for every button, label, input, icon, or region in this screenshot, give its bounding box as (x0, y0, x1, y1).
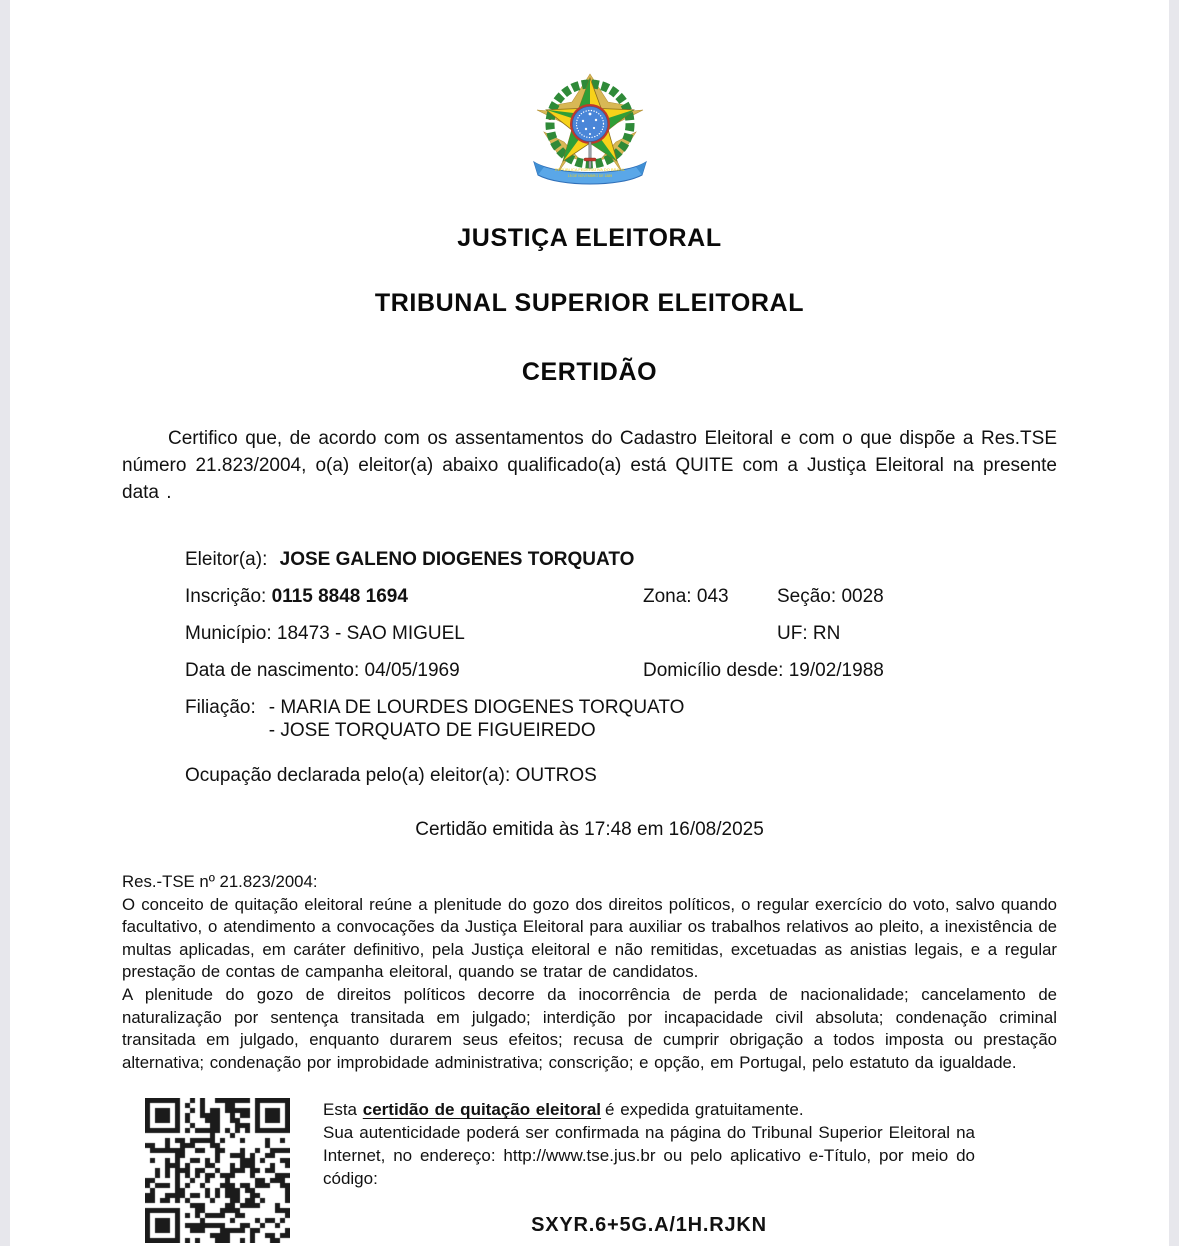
gratis-bold-underline: certidão de quitação eleitoral (362, 1100, 602, 1120)
domicilio-field (643, 659, 884, 682)
verification-code: SXYR.6+5G.A/1H.RJKN (531, 1214, 767, 1237)
gratis-suffix: é expedida gratuitamente. (605, 1100, 804, 1120)
secao-value: 0028 (841, 586, 884, 607)
eleitor-label: Eleitor(a): (185, 549, 268, 570)
resolution-title: Res.-TSE nº 21.823/2004: (122, 872, 318, 891)
svg-text:15 DE NOVEMBRO DE 1889: 15 DE NOVEMBRO DE 1889 (567, 174, 612, 178)
zona-value: 043 (696, 586, 729, 607)
filiacao-name-2: - JOSE TORQUATO DE FIGUEIREDO (268, 720, 596, 741)
secao-label: Seção: (777, 586, 837, 607)
nascimento-value: 04/05/1969 (364, 660, 460, 681)
certification-paragraph: Certifico que, de acordo com os assentamentos do Cadastro Eleitoral e com o que dispõe a Res.TSE número 21.823/2004, o(a) eleitor(a) abaixo qualificado(a) está QUITE com a Justiça Eleitoral na presente data . (122, 428, 1057, 503)
field-row-filiacao (185, 696, 1057, 742)
document-title: CERTIDÃO (521, 358, 658, 386)
header-justica-eleitoral: JUSTIÇA ELEITORAL (457, 224, 722, 252)
brazil-coat-of-arms-icon (520, 72, 660, 192)
gratis-prefix: Esta (323, 1100, 358, 1120)
field-row-municipio (185, 622, 1057, 645)
inscricao-value: 0115 8848 1694 (271, 586, 408, 607)
legal-paragraph-2: A plenitude do gozo de direitos políticos decorre da inocorrência de perda de nacionalidade; cancelamento de naturalização por sentença transitada em julgado; interdição por incapacidade civil absoluta; condenação criminal transitada em julgado, enquanto durarem seus efeitos; recusa de cumprir obrigação a todos imposta ou prestação alternativa; condenação por improbidade administrativa; conscrição; e opção, em Portugal, pelo estatuto da igualdade. (122, 984, 1057, 1072)
emission-line: Certidão emitida às 17:48 em 16/08/2025 (415, 819, 764, 840)
svg-text:REPÚBLICA FEDERATIVA DO BRASIL: REPÚBLICA FEDERATIVA DO BRASIL (554, 167, 625, 172)
secao-field (777, 585, 884, 608)
zona-label: Zona: (643, 586, 692, 607)
filiacao-names (269, 696, 685, 742)
legal-section (122, 871, 1057, 1074)
filiacao-name-1: - MARIA DE LOURDES DIOGENES TORQUATO (268, 697, 685, 718)
header-tribunal-superior: TRIBUNAL SUPERIOR ELEITORAL (374, 289, 805, 317)
filiacao-label: Filiação: (185, 697, 256, 718)
uf-label: UF: (777, 623, 808, 644)
nascimento-label: Data de nascimento: (185, 660, 360, 681)
brazil-coat-of-arms-svg (520, 72, 660, 192)
field-row-inscricao (185, 585, 1057, 608)
ocupacao-label: Ocupação declarada pelo(a) eleitor(a): (185, 765, 511, 786)
legal-paragraph-1: O conceito de quitação eleitoral reúne a plenitude do gozo dos direitos políticos, o regular exercício do voto, salvo quando facultativo, o atendimento a convocações da Justiça Eleitoral para auxiliar os trabalhos relativos ao pleito, a inexistência de multas aplicadas, em caráter definitivo, pela Justiça eleitoral e não remitidas, excetuadas as anistias legais, e a regular prestação de contas de campanha eleitoral, quando se tratar de candidatos. (122, 894, 1057, 982)
domicilio-value: 19/02/1988 (788, 660, 884, 681)
uf-field (777, 622, 840, 645)
field-row-ocupacao (185, 764, 1057, 787)
domicilio-label: Domicílio desde: (643, 660, 784, 681)
zona-field (643, 585, 729, 608)
qr-code-container (145, 1098, 293, 1246)
coat-of-arms-container (122, 0, 1057, 192)
authenticity-text: Sua autenticidade poderá ser confirmada na página do Tribunal Superior Eleitoral na Internet, no endereço: http://www.tse.jus.br ou pelo aplicativo e-Título, por meio do código: (323, 1123, 975, 1189)
field-row-nascimento (185, 659, 1057, 682)
qr-code (145, 1098, 290, 1243)
eleitor-value: JOSE GALENO DIOGENES TORQUATO (279, 549, 635, 570)
footer-section (122, 1098, 1057, 1246)
municipio-label: Município: (185, 623, 272, 644)
gratis-line (323, 1098, 975, 1121)
ocupacao-value: OUTROS (515, 765, 597, 786)
inscricao-label: Inscrição: (185, 586, 267, 607)
footer-text (323, 1098, 975, 1246)
voter-fields (185, 548, 1057, 787)
municipio-value: 18473 - SAO MIGUEL (276, 623, 465, 644)
uf-value: RN (812, 623, 841, 644)
field-row-eleitor (185, 548, 1057, 571)
document-page (10, 0, 1169, 1246)
